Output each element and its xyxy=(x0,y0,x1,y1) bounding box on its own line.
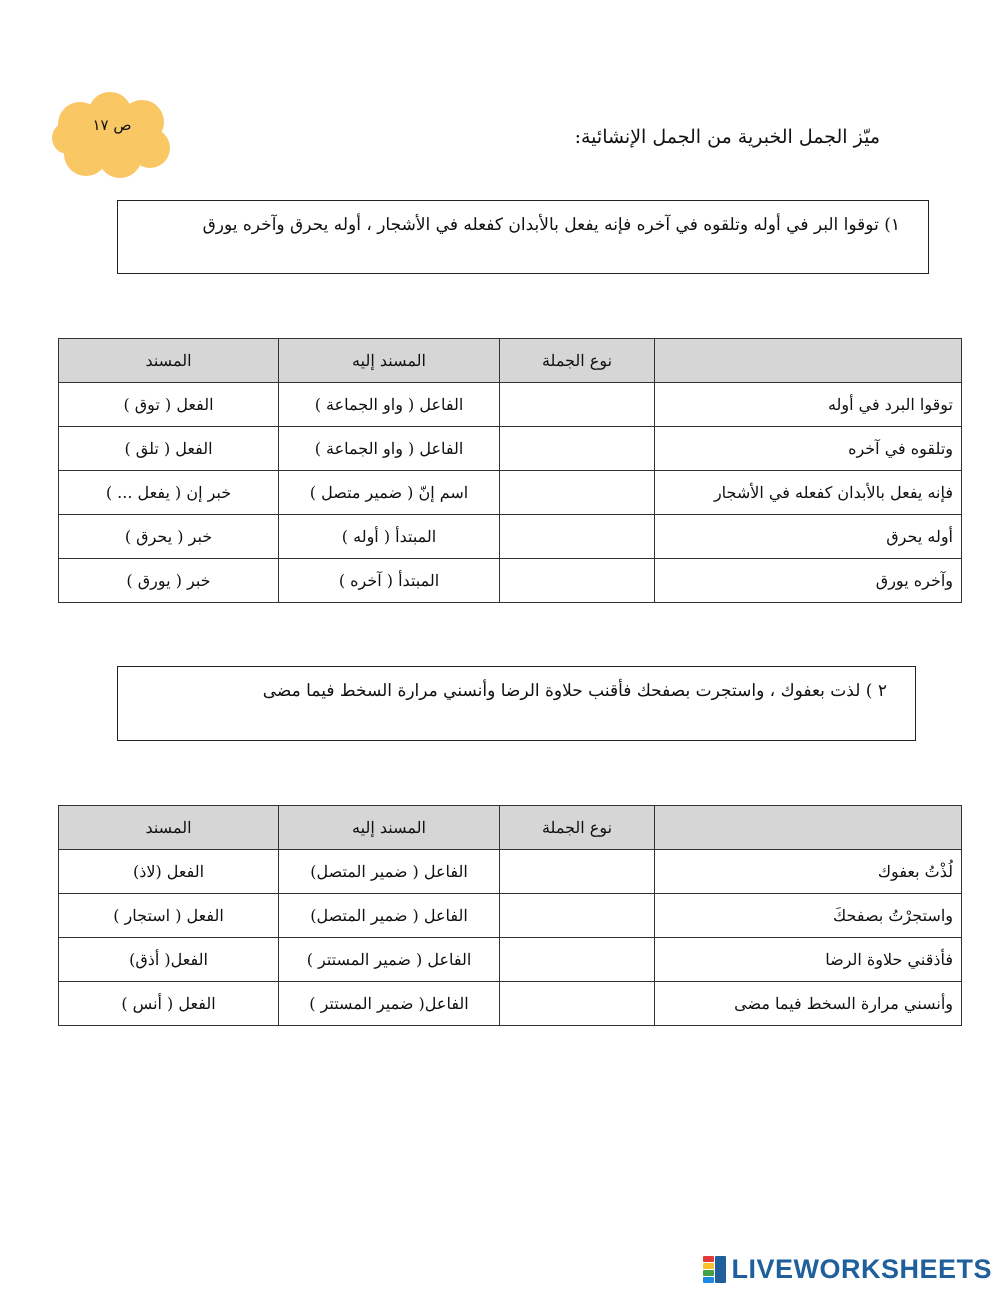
header-subject: المسند إليه xyxy=(279,806,500,850)
sentence-type-answer[interactable] xyxy=(500,427,655,471)
table-row xyxy=(59,559,962,603)
sentence-type-answer[interactable] xyxy=(500,559,655,603)
header-sentence xyxy=(655,806,962,850)
sentence-cell: وآخره يورق xyxy=(655,559,962,603)
predicate-cell: الفعل ( استجار ) xyxy=(59,894,279,938)
header-sentence-type: نوع الجملة xyxy=(500,806,655,850)
sentence-type-answer[interactable] xyxy=(500,850,655,894)
table-row xyxy=(59,471,962,515)
sentence-cell: فأذقني حلاوة الرضا xyxy=(655,938,962,982)
subject-cell: الفاعل ( ضمير المتصل) xyxy=(279,894,500,938)
predicate-cell: الفعل ( تلق ) xyxy=(59,427,279,471)
table-row xyxy=(59,938,962,982)
table-row xyxy=(59,515,962,559)
header-predicate: المسند xyxy=(59,339,279,383)
predicate-cell: خبر ( يورق ) xyxy=(59,559,279,603)
sentence-cell: وتلقوه في آخره xyxy=(655,427,962,471)
question-1-box: ١) توقوا البر في أوله وتلقوه في آخره فإنه يفعل بالأبدان كفعله في الأشجار ، أوله يحرق وآخره يورق xyxy=(117,200,929,274)
sentence-type-answer[interactable] xyxy=(500,471,655,515)
header-sentence xyxy=(655,339,962,383)
table-row xyxy=(59,427,962,471)
sentence-cell: توقوا البرد في أوله xyxy=(655,383,962,427)
cloud-badge xyxy=(50,92,172,180)
instruction-heading: ميّز الجمل الخبرية من الجمل الإنشائية: xyxy=(574,126,880,148)
sentence-type-answer[interactable] xyxy=(500,894,655,938)
predicate-cell: خبر إن ( يفعل ... ) xyxy=(59,471,279,515)
sentence-cell: واستجرْتُ بصفحكَ xyxy=(655,894,962,938)
subject-cell: الفاعل ( واو الجماعة ) xyxy=(279,383,500,427)
question-2-box: ٢ ) لذت بعفوك ، واستجرت بصفحك فأقنب حلاوة الرضا وأنسني مرارة السخط فيما مضى xyxy=(117,666,916,741)
subject-cell: اسم إنّ ( ضمير متصل ) xyxy=(279,471,500,515)
table-header-row xyxy=(59,806,962,850)
table-row xyxy=(59,383,962,427)
sentence-type-answer[interactable] xyxy=(500,982,655,1026)
analysis-table-1 xyxy=(58,338,962,603)
predicate-cell: خبر ( يحرق ) xyxy=(59,515,279,559)
analysis-table-2 xyxy=(58,805,962,1026)
table-row xyxy=(59,850,962,894)
liveworksheets-logo xyxy=(703,1254,992,1285)
subject-cell: الفاعل ( ضمير المستتر ) xyxy=(279,938,500,982)
predicate-cell: الفعل ( أنس ) xyxy=(59,982,279,1026)
page-number-label: ص ١٧ xyxy=(92,116,132,134)
predicate-cell: الفعل( أذق) xyxy=(59,938,279,982)
table-header-row xyxy=(59,339,962,383)
sentence-cell: وأنسني مرارة السخط فيما مضى xyxy=(655,982,962,1026)
table-row xyxy=(59,894,962,938)
liveworksheets-badge-icon xyxy=(703,1256,727,1284)
header-subject: المسند إليه xyxy=(279,339,500,383)
header-sentence-type: نوع الجملة xyxy=(500,339,655,383)
sentence-cell: فإنه يفعل بالأبدان كفعله في الأشجار xyxy=(655,471,962,515)
header-predicate: المسند xyxy=(59,806,279,850)
sentence-type-answer[interactable] xyxy=(500,938,655,982)
predicate-cell: الفعل ( توق ) xyxy=(59,383,279,427)
table-row xyxy=(59,982,962,1026)
subject-cell: الفاعل ( ضمير المتصل) xyxy=(279,850,500,894)
subject-cell: الفاعل ( واو الجماعة ) xyxy=(279,427,500,471)
sentence-type-answer[interactable] xyxy=(500,383,655,427)
brand-name: LIVEWORKSHEETS xyxy=(731,1254,992,1284)
sentence-cell: أوله يحرق xyxy=(655,515,962,559)
sentence-type-answer[interactable] xyxy=(500,515,655,559)
subject-cell: المبتدأ ( آخره ) xyxy=(279,559,500,603)
subject-cell: الفاعل( ضمير المستتر ) xyxy=(279,982,500,1026)
predicate-cell: الفعل (لاذ) xyxy=(59,850,279,894)
subject-cell: المبتدأ ( أوله ) xyxy=(279,515,500,559)
sentence-cell: لُذْتُ بعفوك xyxy=(655,850,962,894)
